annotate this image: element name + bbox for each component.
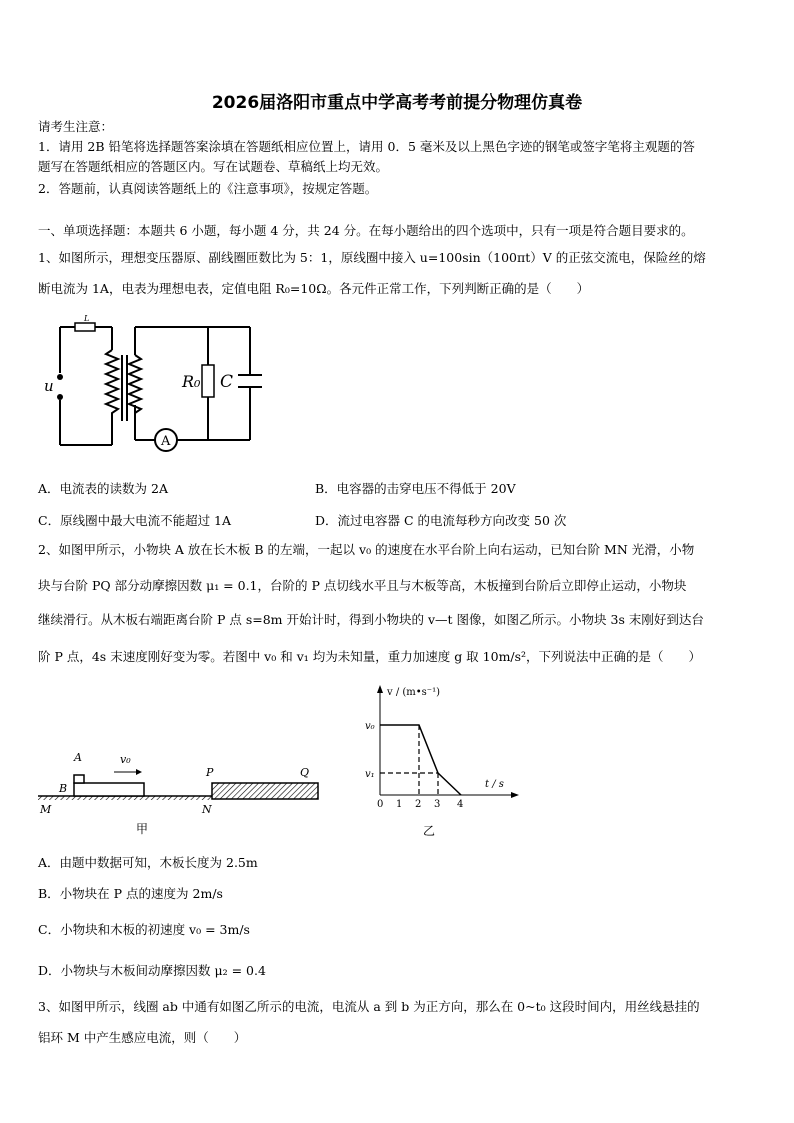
r0-label: R₀	[182, 372, 201, 391]
x-tick-2: 2	[415, 799, 422, 810]
q2-text-4: 阶 P 点，4s 末速度刚好变为零。若图中 v₀ 和 v₁ 均为未知量，重力加速度 g 取 10m/s²，下列说法中正确的是（ ）	[38, 649, 702, 664]
notice-item-1: 1．请用 2B 铅笔将选择题答案涂填在答题纸相应位置上，请用 0．5 毫米及以上黑色字迹的钢笔或签字笔将主观题的答	[38, 139, 695, 154]
c-label: C	[220, 372, 234, 392]
q2-text-3: 继续滑行。从木板右端距离台阶 P 点 s=8m 开始计时，得到小物块的 v—t 图像，如图乙所示。小物块 3s 末刚好到达台	[38, 612, 704, 627]
q1-option-d[interactable]: D．流过电容器 C 的电流每秒方向改变 50 次	[315, 513, 567, 528]
circuit-diagram	[40, 315, 270, 460]
ammeter-label: A	[161, 434, 171, 449]
q2-option-b[interactable]: B．小物块在 P 点的速度为 2m/s	[38, 886, 223, 901]
x-tick-3: 3	[434, 799, 441, 810]
point-n-label: N	[202, 803, 212, 816]
figure-jia-caption: 甲	[136, 822, 149, 836]
v0-label: v₀	[120, 753, 131, 766]
q1-option-b[interactable]: B．电容器的击穿电压不得低于 20V	[315, 481, 516, 496]
y-axis-label: v / (m•s⁻¹)	[387, 687, 440, 698]
figure-jia	[36, 745, 326, 820]
v0-tick-label: v₀	[365, 721, 375, 732]
block-a-label: A	[74, 751, 82, 764]
notice-item-2: 2．答题前，认真阅读答题纸上的《注意事项》，按规定答题。	[38, 181, 378, 196]
q3-text-1: 3、如图甲所示，线圈 ab 中通有如图乙所示的电流，电流从 a 到 b 为正方向，那么在 0~t₀ 这段时间内，用丝线悬挂的	[38, 999, 700, 1014]
page-title: 2026届洛阳市重点中学高考考前提分物理仿真卷	[211, 93, 583, 113]
x-tick-1: 1	[396, 799, 403, 810]
q2-option-c[interactable]: C．小物块和木板的初速度 v₀ = 3m/s	[38, 922, 250, 937]
point-m-label: M	[40, 803, 52, 816]
x-tick-4: 4	[457, 799, 464, 810]
figure-yi-caption: 乙	[423, 824, 436, 838]
q2-option-a[interactable]: A．由题中数据可知，木板长度为 2.5m	[38, 855, 258, 870]
q1-option-c[interactable]: C．原线圈中最大电流不能超过 1A	[38, 513, 232, 528]
q1-option-a[interactable]: A．电流表的读数为 2A	[38, 481, 168, 496]
v1-tick-label: v₁	[365, 769, 375, 780]
fuse-label: L	[84, 315, 90, 323]
q2-text-2: 块与台阶 PQ 部分动摩擦因数 μ₁ = 0.1，台阶的 P 点切线水平且与木板等高，木板撞到台阶后立即停止运动，小物块	[38, 578, 687, 593]
notice-heading: 请考生注意：	[38, 119, 114, 134]
source-label: u	[44, 377, 54, 395]
q1-text: 1、如图所示，理想变压器原、副线圈匝数比为 5：1，原线圈中接入 u=100sin（100πt）V 的正弦交流电，保险丝的熔	[38, 250, 706, 265]
q3-text-2: 铝环 M 中产生感应电流，则（ ）	[38, 1030, 247, 1045]
x-tick-0: 0	[377, 799, 384, 810]
point-q-label: Q	[300, 766, 310, 779]
point-p-label: P	[206, 766, 214, 779]
section-heading: 一、单项选择题：本题共 6 小题，每小题 4 分，共 24 分。在每小题给出的四个选项中，只有一项是符合题目要求的。	[38, 223, 694, 238]
board-b-label: B	[59, 782, 68, 795]
q2-text-1: 2、如图甲所示，小物块 A 放在长木板 B 的左端，一起以 v₀ 的速度在水平台阶上向右运动，已知台阶 MN 光滑，小物	[38, 542, 695, 557]
notice-item-1-cont: 题写在答题纸相应的答题区内。写在试题卷、草稿纸上均无效。	[38, 159, 389, 174]
q1-text-cont: 断电流为 1A，电表为理想电表，定值电阻 R₀=10Ω。各元件正常工作，下列判断正确的是（ ）	[38, 281, 590, 296]
figure-yi-vt-graph	[345, 683, 525, 813]
x-axis-label: t / s	[485, 779, 504, 790]
q2-option-d[interactable]: D．小物块与木板间动摩擦因数 μ₂ = 0.4	[38, 963, 266, 978]
